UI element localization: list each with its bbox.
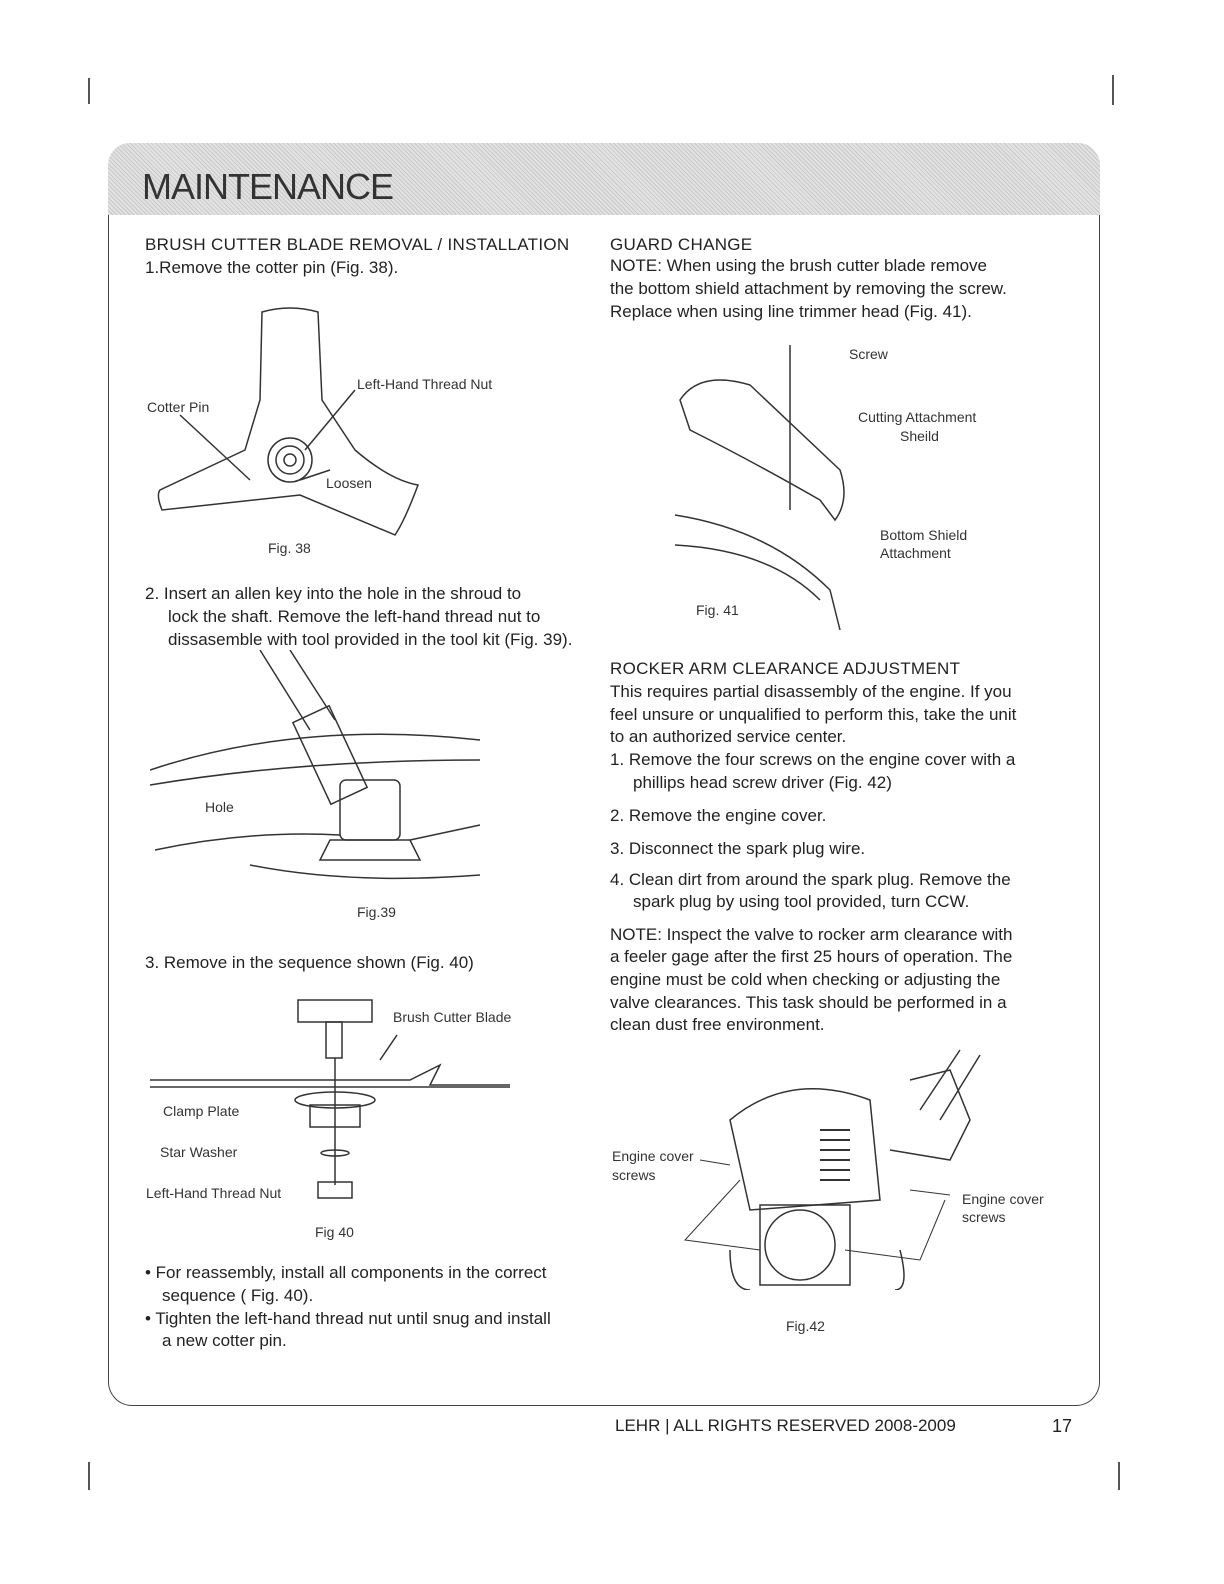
bullet-text: a new cotter pin. xyxy=(162,1331,287,1350)
fig41-label-cutting: Cutting Attachment xyxy=(858,409,977,425)
step-text: spark plug by using tool provided, turn CCW. xyxy=(633,892,970,911)
fig40-label-washer: Star Washer xyxy=(160,1144,238,1160)
crop-mark xyxy=(1118,1462,1120,1490)
body-text: to an authorized service center. xyxy=(610,727,847,746)
bullet-text: • Tighten the left-hand thread nut until snug and install xyxy=(145,1309,551,1328)
step-text: 4. Clean dirt from around the spark plug. Remove the xyxy=(610,870,1011,889)
fig38-caption: Fig. 38 xyxy=(268,540,311,556)
section-heading: BRUSH CUTTER BLADE REMOVAL / INSTALLATION xyxy=(145,235,570,254)
note-text: the bottom shield attachment by removing the screw. xyxy=(610,279,1007,298)
step-text: 1. Remove the four screws on the engine cover with a xyxy=(610,750,1016,769)
step-text: phillips head screw driver (Fig. 42) xyxy=(633,773,892,792)
note-text: NOTE: When using the brush cutter blade remove xyxy=(610,256,988,275)
crop-mark xyxy=(88,78,90,104)
fig42-label-left: screws xyxy=(612,1167,656,1183)
fig40-label-blade: Brush Cutter Blade xyxy=(393,1009,512,1025)
fig38-label-pin: Cotter Pin xyxy=(147,399,210,415)
crop-mark xyxy=(1112,75,1114,105)
fig41-label-bottom: Attachment xyxy=(880,545,951,561)
fig40-label-nut: Left-Hand Thread Nut xyxy=(146,1185,282,1201)
step-text: 2. Remove the engine cover. xyxy=(610,806,827,825)
bullet-text: sequence ( Fig. 40). xyxy=(162,1286,314,1305)
fig42-label-right: screws xyxy=(962,1209,1006,1225)
note-text: engine must be cold when checking or adjusting the xyxy=(610,970,1001,989)
fig42-caption: Fig.42 xyxy=(786,1318,825,1334)
section-heading: ROCKER ARM CLEARANCE ADJUSTMENT xyxy=(610,659,961,678)
section-heading: GUARD CHANGE xyxy=(610,235,753,254)
step-text: dissasemble with tool provided in the tool kit (Fig. 39). xyxy=(168,630,573,649)
fig38-blade-illustration xyxy=(150,300,430,540)
page-title: MAINTENANCE xyxy=(142,166,394,207)
body-text: feel unsure or unqualified to perform this, take the unit xyxy=(610,705,1017,724)
fig41-guard-illustration xyxy=(670,340,870,640)
fig38-label-loosen: Loosen xyxy=(326,475,372,491)
note-text: valve clearances. This task should be performed in a xyxy=(610,993,1007,1012)
footer-brand: LEHR | ALL RIGHTS RESERVED 2008-2009 xyxy=(615,1416,956,1435)
note-text: a feeler gage after the first 25 hours of operation. The xyxy=(610,947,1013,966)
note-text: Replace when using line trimmer head (Fig. 41). xyxy=(610,302,972,321)
fig41-label-bottom: Bottom Shield xyxy=(880,527,968,543)
step-text: 3. Remove in the sequence shown (Fig. 40) xyxy=(145,953,474,972)
step-text: lock the shaft. Remove the left-hand thread nut to xyxy=(168,607,541,626)
fig38-label-nut: Left-Hand Thread Nut xyxy=(357,376,493,392)
fig39-label-hole: Hole xyxy=(205,799,234,815)
crop-mark xyxy=(88,1462,90,1490)
note-text: NOTE: Inspect the valve to rocker arm clearance with xyxy=(610,925,1013,944)
fig39-caption: Fig.39 xyxy=(357,904,396,920)
fig42-engine-illustration xyxy=(670,1040,990,1290)
bullet-text: • For reassembly, install all components in the correct xyxy=(145,1263,547,1282)
step-text: 2. Insert an allen key into the hole in the shroud to xyxy=(145,584,522,603)
fig41-caption: Fig. 41 xyxy=(696,602,739,618)
fig40-exploded-illustration xyxy=(150,995,520,1205)
step-text: 3. Disconnect the spark plug wire. xyxy=(610,839,866,858)
fig39-shaft-illustration xyxy=(150,650,490,890)
fig42-label-right: Engine cover xyxy=(962,1191,1044,1207)
step-text: 1.Remove the cotter pin (Fig. 38). xyxy=(145,258,399,277)
fig40-caption: Fig 40 xyxy=(315,1224,354,1240)
note-text: clean dust free environment. xyxy=(610,1015,825,1034)
fig41-label-cutting: Sheild xyxy=(900,428,939,444)
fig41-label-screw: Screw xyxy=(849,346,888,362)
page-number: 17 xyxy=(1052,1416,1073,1436)
fig40-label-clamp: Clamp Plate xyxy=(163,1103,240,1119)
fig42-label-left: Engine cover xyxy=(612,1148,694,1164)
body-text: This requires partial disassembly of the engine. If you xyxy=(610,682,1012,701)
